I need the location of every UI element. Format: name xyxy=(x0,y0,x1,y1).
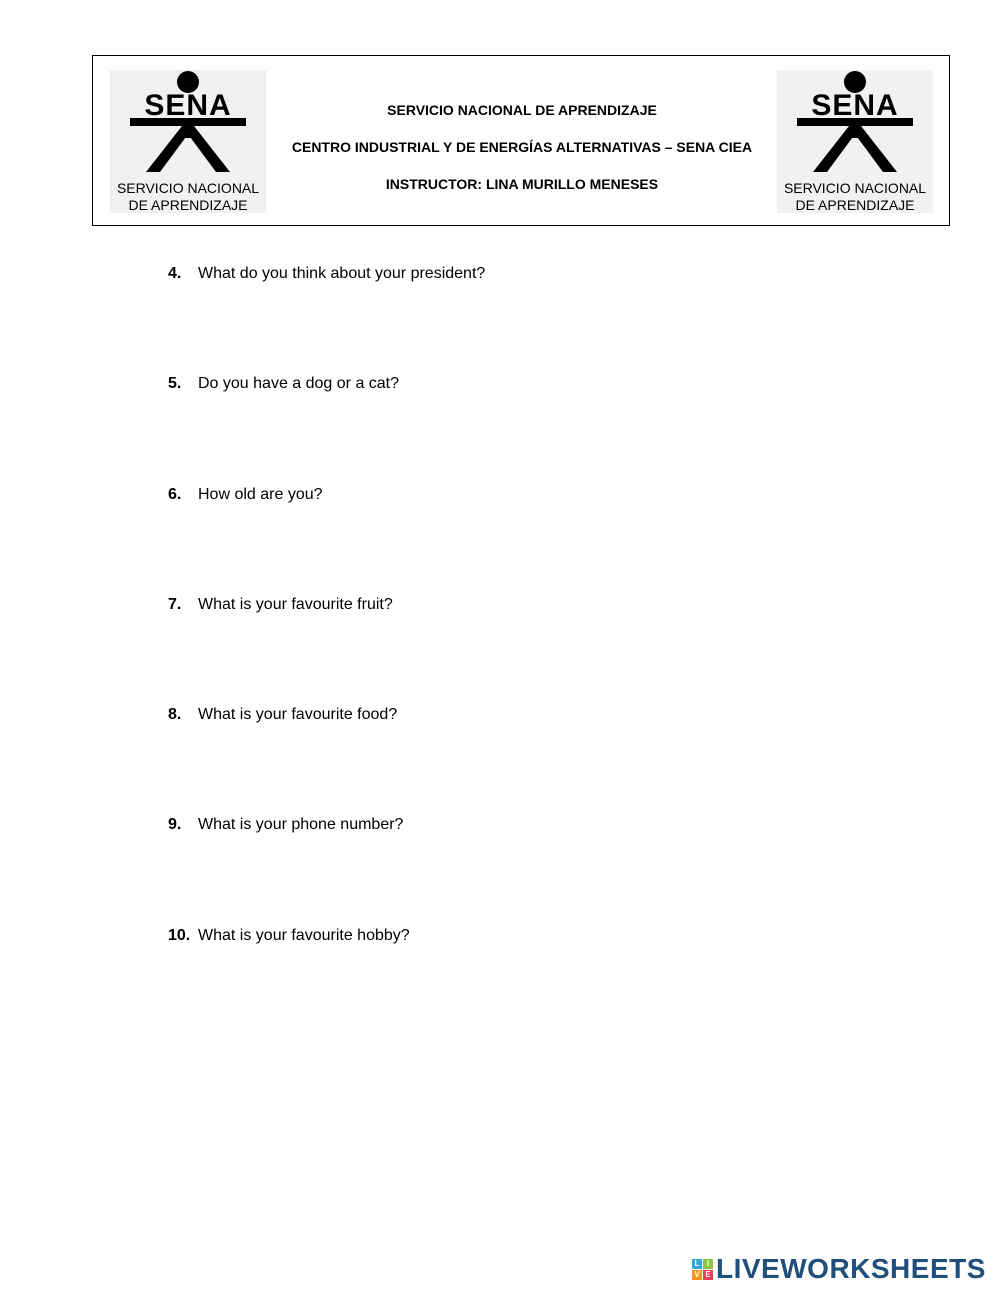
logo-word: SENA xyxy=(811,89,899,122)
question-number: 6. xyxy=(168,486,182,503)
question-text: Do you have a dog or a cat? xyxy=(198,375,400,392)
logo-block: L xyxy=(692,1259,702,1269)
header-center: CENTRO INDUSTRIAL Y DE ENERGÍAS ALTERNATIVAS – SENA CIEA xyxy=(291,139,753,155)
logo-caption-line2: DE APRENDIZAJE xyxy=(795,197,915,213)
logo-block: I xyxy=(703,1259,713,1269)
document-header xyxy=(92,55,950,226)
liveworksheets-logo-icon xyxy=(692,1259,713,1280)
question-text: What is your favourite hobby? xyxy=(198,927,410,944)
question-4 xyxy=(168,264,485,284)
logo-block: V xyxy=(692,1270,702,1280)
question-text: What is your favourite fruit? xyxy=(198,596,393,613)
question-text: What is your favourite food? xyxy=(198,706,398,723)
sena-logo-left xyxy=(110,70,266,213)
liveworksheets-brand[interactable] xyxy=(692,1254,986,1284)
question-8 xyxy=(168,705,397,725)
question-number: 9. xyxy=(168,816,182,833)
question-number: 10. xyxy=(168,927,191,944)
question-number: 7. xyxy=(168,596,182,613)
liveworksheets-wordmark: LIVEWORKSHEETS xyxy=(716,1253,986,1284)
header-instructor: INSTRUCTOR: LINA MURILLO MENESES xyxy=(385,176,659,192)
logo-caption-line1: SERVICIO NACIONAL xyxy=(116,180,260,196)
logo-word: SENA xyxy=(144,89,232,122)
question-number: 8. xyxy=(168,706,182,723)
logo-block: E xyxy=(703,1270,713,1280)
logo-caption-line2: DE APRENDIZAJE xyxy=(128,197,248,213)
question-10 xyxy=(168,926,410,946)
question-6 xyxy=(168,485,323,505)
logo-caption-line1: SERVICIO NACIONAL xyxy=(783,180,927,196)
header-institution: SERVICIO NACIONAL DE APRENDIZAJE xyxy=(387,102,657,118)
question-text: How old are you? xyxy=(198,486,323,503)
question-number: 4. xyxy=(168,265,182,282)
sena-logo-right xyxy=(777,70,933,213)
question-number: 5. xyxy=(168,375,182,392)
question-5 xyxy=(168,374,399,394)
question-text: What do you think about your president? xyxy=(198,265,486,282)
question-9 xyxy=(168,815,403,835)
question-7 xyxy=(168,595,393,615)
question-text: What is your phone number? xyxy=(198,816,404,833)
